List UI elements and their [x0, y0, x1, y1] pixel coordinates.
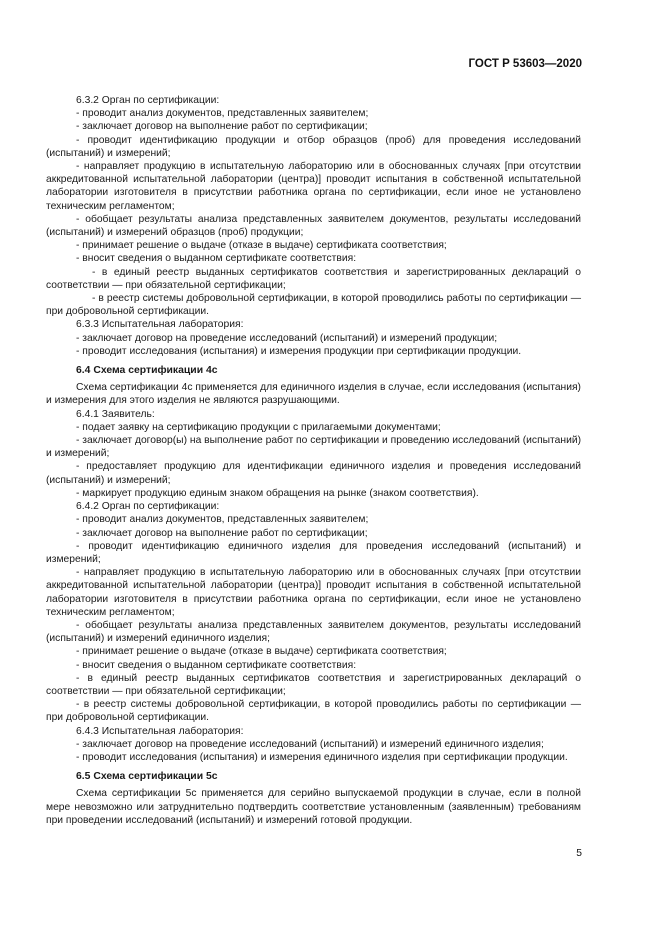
paragraph: 6.4.1 Заявитель: [76, 408, 155, 420]
paragraph: Схема сертификации 4с применяется для единичного изделия в случае, если исследования (испытания) и измерения для этого изделия не являются разрушающими. [46, 382, 581, 407]
document-body [46, 94, 581, 827]
paragraph: - направляет продукцию в испытательную лабораторию или в обоснованных случаях [при отсутствии аккредитованной испытательной лаборатории (центра)] проводит испытания в собственной испытательной лаборатории изготовителя в присутствии работника органа по сертификации, если иное не установлено техническим регламентом; [46, 567, 581, 618]
paragraph: - маркирует продукцию единым знаком обращения на рынке (знаком соответствия). [76, 487, 479, 499]
paragraph: 6.4.3 Испытательная лаборатория: [76, 725, 244, 737]
paragraph: - заключает договор(ы) на выполнение работ по сертификации и проведению исследований (испытаний) и измерений; [46, 435, 581, 460]
paragraph: - заключает договор на выполнение работ по сертификации; [76, 121, 368, 133]
paragraph: - заключает договор на выполнение работ по сертификации; [76, 527, 368, 539]
paragraph: - проводит идентификацию продукции и отбор образцов (проб) для проведения исследований (испытаний) и измерений; [46, 134, 581, 159]
paragraph: - обобщает результаты анализа представленных заявителем документов, результаты исследований (испытаний) и измерений образцов (проб) продукции; [46, 213, 581, 239]
paragraph: - обобщает результаты анализа представленных заявителем документов, результаты исследований (испытаний) и измерений единичного изделия; [46, 619, 581, 645]
standard-code-header: ГОСТ Р 53603—2020 [468, 58, 582, 70]
paragraph: - предоставляет продукцию для идентификации единичного изделия и проведения исследований (испытаний) и измерений; [46, 461, 581, 486]
paragraph: - проводит исследования (испытания) и измерения единичного изделия при сертификации продукции. [76, 751, 568, 763]
paragraph: - в единый реестр выданных сертификатов соответствия и зарегистрированных деклараций о соответствии — при обязательной сертификации; [46, 266, 581, 291]
paragraph: - принимает решение о выдаче (отказе в выдаче) сертификата соответствия; [76, 240, 447, 252]
page-number: 5 [576, 848, 582, 859]
paragraph: 6.3.2 Орган по сертификации: [76, 95, 220, 106]
paragraph: - заключает договор на проведение исследований (испытаний) и измерений продукции; [76, 332, 498, 344]
paragraph: - вносит сведения о выданном сертификате соответствия: [76, 659, 357, 671]
section-heading: 6.4 Схема сертификации 4с [76, 365, 218, 377]
paragraph: - в реестр системы добровольной сертификации, в которой проводились работы по сертификации — при добровольной сертификации. [46, 699, 581, 724]
paragraph: - проводит исследования (испытания) и измерения продукции при сертификации продукции. [76, 345, 522, 357]
paragraph: - направляет продукцию в испытательную лабораторию или в обоснованных случаях [при отсутствии аккредитованной испытательной лаборатории (центра)] проводит испытания в собственной испытательной лаборатории изготовителя в присутствии работника органа по сертификации, если иное не установлено техническим регламентом; [46, 161, 581, 212]
paragraph: - вносит сведения о выданном сертификате соответствия: [76, 253, 357, 265]
paragraph: - проводит анализ документов, представленных заявителем; [76, 108, 369, 120]
paragraph: - проводит анализ документов, представленных заявителем; [76, 514, 369, 526]
paragraph: 6.4.2 Орган по сертификации: [76, 501, 220, 513]
paragraph: - принимает решение о выдаче (отказе в выдаче) сертификата соответствия; [76, 646, 447, 658]
paragraph: 6.3.3 Испытательная лаборатория: [76, 319, 244, 331]
paragraph: - подает заявку на сертификацию продукции с прилагаемыми документами; [76, 421, 441, 433]
paragraph: - заключает договор на проведение исследований (испытаний) и измерений единичного изделия; [76, 738, 544, 750]
section-heading: 6.5 Схема сертификации 5с [76, 771, 218, 783]
paragraph: Схема сертификации 5с применяется для серийно выпускаемой продукции в случае, если в полной мере невозможно или затруднительно подтвердить соответствие установленным (заявленным) требованиям при проведении исследований (испытаний) и измерений готовой продукции. [46, 788, 581, 826]
paragraph: - в реестр системы добровольной сертификации, в которой проводились работы по сертификации — при добровольной сертификации. [46, 293, 581, 318]
paragraph: - в единый реестр выданных сертификатов соответствия и зарегистрированных деклараций о соответствии — при обязательной сертификации; [46, 672, 581, 697]
paragraph: - проводит идентификацию единичного изделия для проведения исследований (испытаний) и измерений; [46, 540, 581, 565]
